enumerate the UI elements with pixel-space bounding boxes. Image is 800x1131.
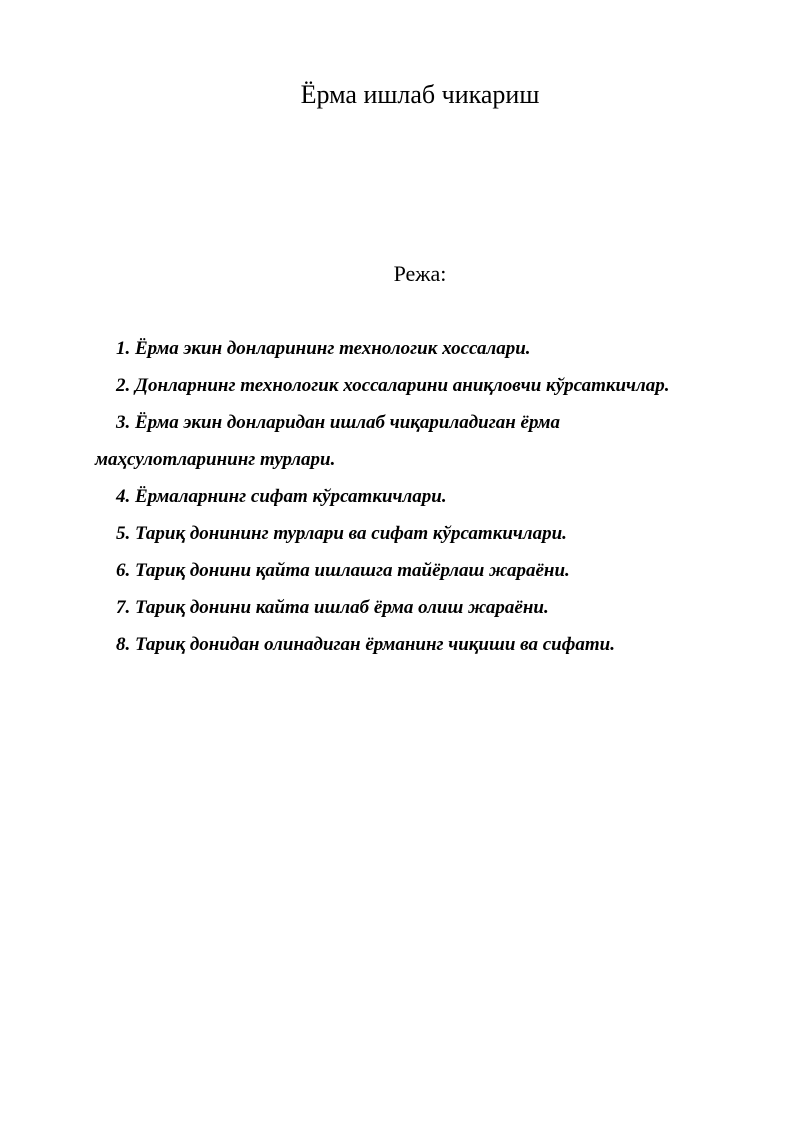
plan-item-8: 8. Тариқ донидан олинадиган ёрманинг чиқиши ва сифати.	[116, 634, 615, 655]
plan-item-6: 6. Тариқ донини қайта ишлашга тайёрлаш жараёни.	[116, 560, 570, 581]
plan-list	[95, 330, 715, 663]
plan-item-5: 5. Тариқ донининг турлари ва сифат кўрсаткичлари.	[116, 523, 567, 544]
plan-item-7: 7. Тариқ донини кайта ишлаб ёрма олиш жараёни.	[116, 597, 549, 618]
plan-item-2: 2. Донларнинг технологик хоссаларини аниқловчи кўрсаткичлар.	[116, 375, 670, 396]
plan-item-3: 3. Ёрма экин донларидан ишлаб чиқариладиган ёрма маҳсулотларининг турлари.	[95, 412, 561, 470]
plan-heading: Режа:	[393, 261, 447, 286]
plan-item-4: 4. Ёрмаларнинг сифат кўрсаткичлари.	[116, 486, 447, 507]
document-title: Ёрма ишлаб чикариш	[300, 80, 540, 109]
plan-item-1: 1. Ёрма экин донларининг технологик хоссалари.	[116, 338, 531, 359]
